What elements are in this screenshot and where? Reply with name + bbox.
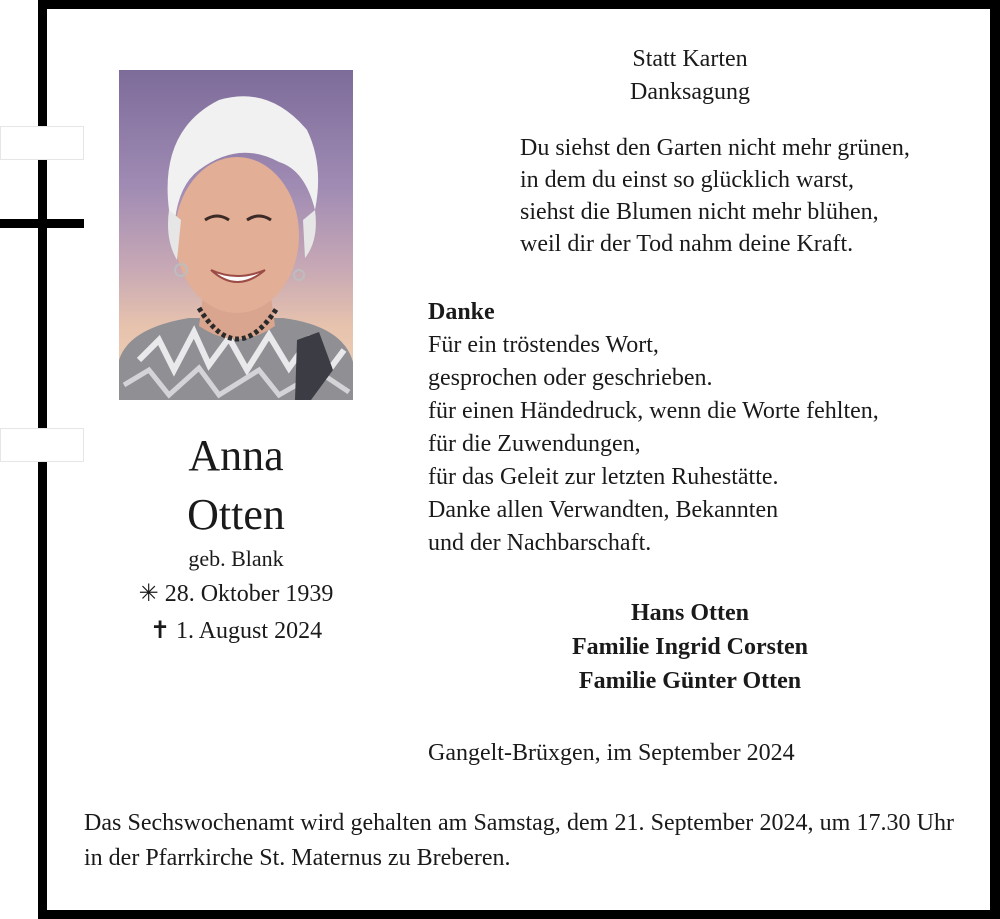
mass-notice: Das Sechswochenamt wird gehalten am Samstag, dem 21. September 2024, um 17.30 Uhr in der Pfarrkirche St. Maternus zu Breberen. xyxy=(84,810,954,871)
death-date-line xyxy=(100,616,372,646)
poem-line: siehst die Blumen nicht mehr blühen, xyxy=(520,199,879,225)
portrait-illustration xyxy=(119,70,353,400)
thanks-line: für die Zuwendungen, xyxy=(428,431,641,457)
birth-star-icon: ✳ xyxy=(138,581,159,607)
cross-bar xyxy=(0,219,84,228)
thanks-title: Danke xyxy=(428,299,495,325)
thanks-line: für einen Händedruck, wenn die Worte fehlten, xyxy=(428,398,879,424)
side-tab-top xyxy=(0,126,84,160)
birth-date-line xyxy=(100,579,372,609)
poem-line: Du siehst den Garten nicht mehr grünen, xyxy=(520,135,910,161)
death-date: 1. August 2024 xyxy=(176,618,323,644)
thanks-line: Für ein tröstendes Wort, xyxy=(428,332,659,358)
place-date: Gangelt-Brüxgen, im September 2024 xyxy=(428,740,795,766)
birth-date: 28. Oktober 1939 xyxy=(164,581,334,607)
last-name: Otten xyxy=(187,490,285,539)
signer: Familie Günter Otten xyxy=(578,668,802,694)
portrait-photo xyxy=(119,70,353,400)
frame-bottom-border xyxy=(38,910,1000,919)
thanks-line: gesprochen oder geschrieben. xyxy=(428,365,713,391)
maiden-name: geb. Blank xyxy=(188,546,284,571)
heading-danksagung: Danksagung xyxy=(630,79,750,105)
death-cross-icon: ✝ xyxy=(149,618,171,644)
thanks-line: Danke allen Verwandten, Bekannten xyxy=(428,497,779,523)
poem-line: in dem du einst so glücklich warst, xyxy=(520,167,854,193)
signer: Familie Ingrid Corsten xyxy=(572,634,808,660)
signer: Hans Otten xyxy=(630,600,749,626)
poem-line: weil dir der Tod nahm deine Kraft. xyxy=(520,231,854,257)
signers xyxy=(520,596,860,698)
poem xyxy=(520,132,910,260)
side-tab-bottom xyxy=(0,428,84,462)
thanks-line: und der Nachbarschaft. xyxy=(428,530,652,556)
heading-statt-karten: Statt Karten xyxy=(632,46,748,72)
first-name: Anna xyxy=(188,431,284,480)
frame-right-border xyxy=(990,0,1000,919)
thanks-section xyxy=(428,296,879,560)
thanks-line: für das Geleit zur letzten Ruhestätte. xyxy=(428,464,779,490)
frame-top-border xyxy=(38,0,1000,9)
